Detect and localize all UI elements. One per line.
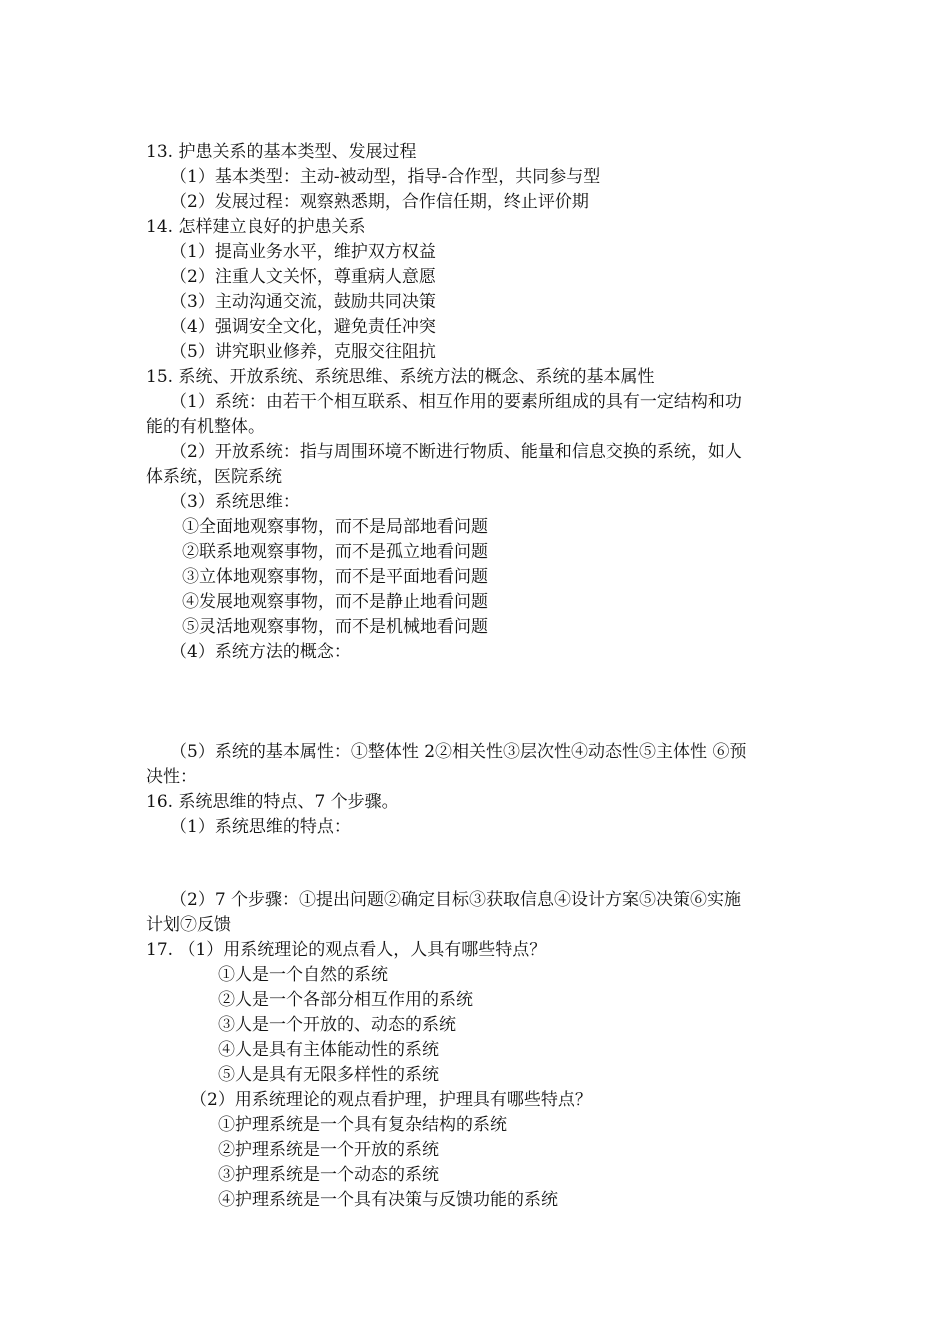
text-line: （1）系统：由若干个相互联系、相互作用的要素所组成的具有一定结构和功 — [170, 392, 742, 412]
text-line: （2）7 个步骤：①提出问题②确定目标③获取信息④设计方案⑤决策⑥实施 — [170, 890, 742, 910]
text-line: （1）系统思维的特点： — [170, 817, 351, 837]
heading-17: 17. （1）用系统理论的观点看人，人具有哪些特点？ — [146, 940, 547, 960]
list-item: ③立体地观察事物，而不是平面地看问题 — [182, 567, 488, 587]
list-item: ①人是一个自然的系统 — [218, 965, 388, 985]
text-line: （1）提高业务水平，维护双方权益 — [170, 242, 436, 262]
text-line: 计划⑦反馈 — [146, 915, 231, 935]
list-item: ①全面地观察事物，而不是局部地看问题 — [182, 517, 488, 537]
text-line: （1）基本类型：主动-被动型，指导-合作型，共同参与型 — [170, 167, 601, 187]
list-item: ③人是一个开放的、动态的系统 — [218, 1015, 456, 1035]
heading-13: 13. 护患关系的基本类型、发展过程 — [146, 142, 417, 162]
text-line: （3）系统思维： — [170, 492, 300, 512]
text-line: （2）注重人文关怀，尊重病人意愿 — [170, 267, 436, 287]
list-item: ②护理系统是一个开放的系统 — [218, 1140, 439, 1160]
list-item: ④人是具有主体能动性的系统 — [218, 1040, 439, 1060]
list-item: ⑤灵活地观察事物，而不是机械地看问题 — [182, 617, 488, 637]
text-line: （3）主动沟通交流，鼓励共同决策 — [170, 292, 436, 312]
text-line: 体系统，医院系统 — [146, 467, 282, 487]
text-line: （4）强调安全文化，避免责任冲突 — [170, 317, 436, 337]
text-line: （4）系统方法的概念： — [170, 642, 351, 662]
text-line: （5）系统的基本属性：①整体性 2②相关性③层次性④动态性⑤主体性 ⑥预 — [170, 742, 747, 762]
text-line: 能的有机整体。 — [146, 417, 265, 437]
list-item: ③护理系统是一个动态的系统 — [218, 1165, 439, 1185]
list-item: ①护理系统是一个具有复杂结构的系统 — [218, 1115, 507, 1135]
text-line: （2）用系统理论的观点看护理，护理具有哪些特点？ — [190, 1090, 592, 1110]
list-item: ④护理系统是一个具有决策与反馈功能的系统 — [218, 1190, 558, 1210]
list-item: ②人是一个各部分相互作用的系统 — [218, 990, 473, 1010]
list-item: ④发展地观察事物，而不是静止地看问题 — [182, 592, 488, 612]
list-item: ②联系地观察事物，而不是孤立地看问题 — [182, 542, 488, 562]
heading-16: 16. 系统思维的特点、7 个步骤。 — [146, 792, 399, 812]
heading-14: 14. 怎样建立良好的护患关系 — [146, 217, 366, 237]
list-item: ⑤人是具有无限多样性的系统 — [218, 1065, 439, 1085]
text-line: （2）开放系统：指与周围环境不断进行物质、能量和信息交换的系统，如人 — [170, 442, 742, 462]
text-line: （5）讲究职业修养，克服交往阻抗 — [170, 342, 436, 362]
text-line: （2）发展过程：观察熟悉期，合作信任期，终止评价期 — [170, 192, 589, 212]
heading-15: 15. 系统、开放系统、系统思维、系统方法的概念、系统的基本属性 — [146, 367, 655, 387]
text-line: 决性： — [146, 767, 197, 787]
